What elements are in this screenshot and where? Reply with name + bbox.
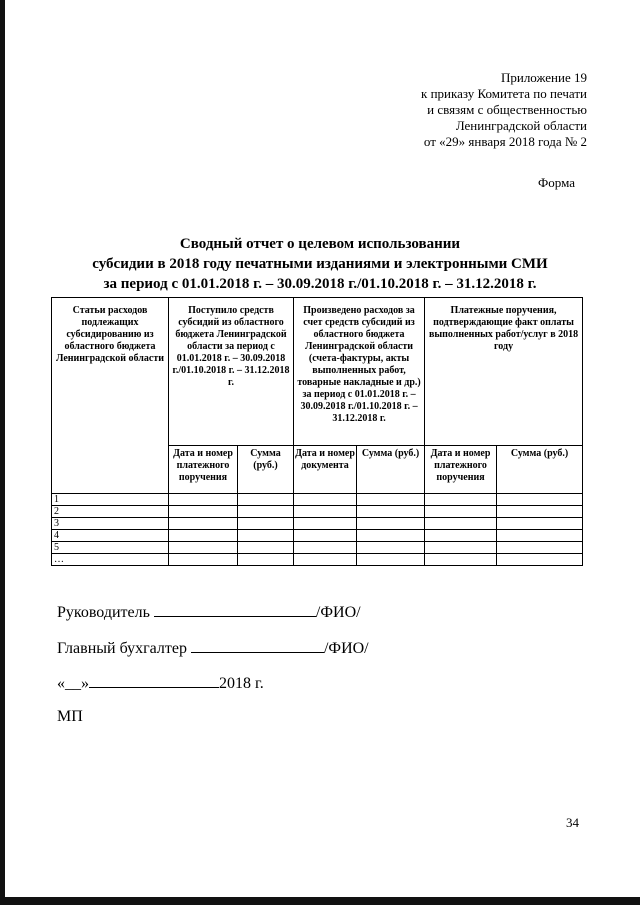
date-day: «__» (57, 675, 89, 692)
header-expenses-made: Произведено расходов за счет средств субсидий из областного бюджета Ленинградской области (счета-фактуры, акты выполненных работ, товарные накладные и др.) за период с 01.01.2018 г. – 30.09.2018 г./01.10.2018 г. – 31.12.2018 г. (294, 298, 425, 446)
table-cell (425, 518, 497, 530)
appendix-line: к приказу Комитета по печати (421, 86, 587, 101)
table-cell (294, 506, 357, 518)
table-cell (357, 530, 425, 542)
table-row (52, 518, 583, 530)
header-expense-items: Статьи расходов подлежащих субсидированию из областного бюджета Ленинградской области (52, 298, 169, 494)
stamp-place: МП (57, 708, 83, 725)
appendix-line: Приложение 19 (500, 70, 587, 85)
table-cell (294, 494, 357, 506)
table-cell (497, 494, 583, 506)
table-row (52, 530, 583, 542)
table-cell (294, 542, 357, 554)
row-number: 2 (52, 506, 169, 518)
table-cell (497, 518, 583, 530)
table-row (52, 506, 583, 518)
table-cell (169, 506, 238, 518)
subheader-sum: Сумма (руб.) (357, 446, 425, 494)
row-number: … (52, 554, 169, 566)
title-line: Сводный отчет о целевом использовании (179, 236, 461, 252)
table-cell (357, 494, 425, 506)
table-cell (169, 554, 238, 566)
table-cell (238, 494, 294, 506)
row-number: 3 (52, 518, 169, 530)
table-cell (425, 506, 497, 518)
scan-edge-left (0, 0, 5, 905)
row-number: 5 (52, 542, 169, 554)
table-cell (357, 554, 425, 566)
table-cell (169, 518, 238, 530)
table-cell (294, 518, 357, 530)
appendix-note (421, 70, 587, 150)
table-cell (425, 542, 497, 554)
table-cell (238, 554, 294, 566)
table-cell (425, 494, 497, 506)
header-received-funds: Поступило средств субсидий из областного бюджета Ленинградской области за период с 01.01.2018 г. – 30.09.2018 г./01.10.2018 г. – 31.12.2018 г. (169, 298, 294, 446)
table-cell (238, 530, 294, 542)
table-cell (169, 530, 238, 542)
table-cell (497, 554, 583, 566)
appendix-line: и связям с общественностью (427, 102, 587, 117)
table-cell (497, 530, 583, 542)
subheader-date-payment-order: Дата и номер платежного поручения (169, 446, 238, 494)
table-row (52, 554, 583, 566)
head-fio: /ФИО/ (315, 604, 361, 621)
title-line: за период с 01.01.2018 г. – 30.09.2018 г./01.10.2018 г. – 31.12.2018 г. (103, 276, 537, 292)
table-cell (294, 554, 357, 566)
table-header-row (52, 298, 583, 446)
table-cell (238, 542, 294, 554)
table-cell (238, 506, 294, 518)
header-payment-orders: Платежные поручения, подтверждающие факт оплаты выполненных работ/услуг в 2018 году (425, 298, 583, 446)
signature-head (57, 602, 361, 622)
table-cell (497, 506, 583, 518)
table-cell (357, 518, 425, 530)
accountant-fio: /ФИО/ (323, 640, 369, 657)
table-cell (425, 530, 497, 542)
table-cell (497, 542, 583, 554)
form-label: Форма (538, 175, 575, 190)
row-number: 1 (52, 494, 169, 506)
scan-edge-bottom (0, 897, 640, 905)
date-year: 2018 г. (219, 675, 264, 692)
subheader-sum: Сумма (руб.) (238, 446, 294, 494)
title-line: субсидии в 2018 году печатными изданиями и электронными СМИ (92, 256, 548, 272)
head-label: Руководитель (57, 604, 150, 621)
table-cell (357, 542, 425, 554)
accountant-signature-line (191, 638, 324, 653)
date-month-line (89, 673, 219, 688)
table-cell (294, 530, 357, 542)
table-row (52, 542, 583, 554)
table-cell (169, 542, 238, 554)
row-number: 4 (52, 530, 169, 542)
subheader-date-payment-order: Дата и номер платежного поручения (425, 446, 497, 494)
head-signature-line (154, 602, 316, 617)
signature-accountant (57, 638, 369, 658)
subheader-date-document: Дата и номер документа (294, 446, 357, 494)
subheader-sum: Сумма (руб.) (497, 446, 583, 494)
table-cell (169, 494, 238, 506)
table-cell (238, 518, 294, 530)
appendix-line: Ленинградской области (455, 118, 587, 133)
report-table (51, 297, 583, 566)
table-row (52, 494, 583, 506)
page-number: 34 (566, 815, 579, 830)
table-cell (357, 506, 425, 518)
appendix-line: от «29» января 2018 года № 2 (423, 134, 587, 149)
signature-date (57, 673, 264, 693)
accountant-label: Главный бухгалтер (57, 640, 187, 657)
table-cell (425, 554, 497, 566)
report-title (40, 234, 600, 294)
